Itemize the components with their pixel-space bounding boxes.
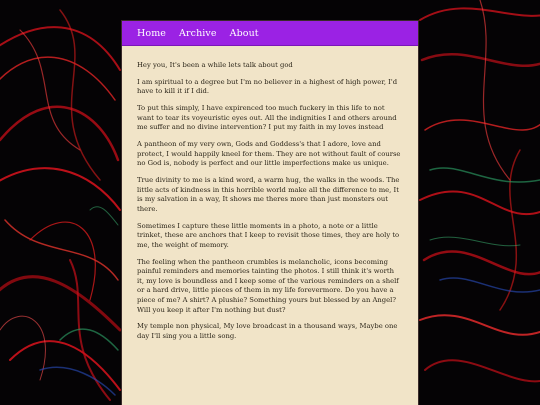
post-paragraph: The feeling when the pantheon crumbles is melancholic, icons becoming painful reminders and memories tainting the photos. I still think it's worth it, my love is boundless and I keep some of the various reminders on a shelf or a hard drive, little pieces of them in my life forevermore. Do you have a piece of me? A shirt? A plushie? Something yours but blessed by an Angel? Will you keep it after I'm nothing but dust?: [137, 257, 399, 314]
nav-home-link[interactable]: Home: [137, 27, 167, 39]
top-navigation: [122, 21, 418, 46]
post-paragraph: Sometimes I capture these little moments in a photo, a note or a little trinket, these are anchors that I keep to revisit those times, they are holy to me, the weight of memory.: [137, 221, 400, 249]
post-paragraph: A pantheon of my very own, Gods and Goddess's that I adore, love and protect, I would happily kneel for them. They are not without fault of course no God is, nobody is perfect and our little imperfections make us unique.: [137, 140, 401, 168]
post-paragraph: To put this simply, I have expirenced too much fuckery in this life to not want to tear its voyeuristic eyes out. All the indignities I and others around me suffer and no divine intervention? I put my faith in my loves instead: [137, 104, 397, 132]
post-body: [122, 46, 418, 342]
post-paragraph: Hey you, It's been a while lets talk about god: [137, 61, 293, 69]
post-paragraph: My temple non physical, My love broadcast in a thousand ways, Maybe one day I'll sing you a little song.: [137, 322, 398, 340]
post-paragraph: I am spiritual to a degree but I'm no believer in a highest of high power, I'd have to kill it if I did.: [137, 77, 398, 96]
blog-page: [122, 21, 418, 405]
nav-archive-link[interactable]: Archive: [179, 27, 217, 39]
nav-about-link[interactable]: About: [229, 27, 259, 39]
post-paragraph: True divinity to me is a kind word, a warm hug, the walks in the woods. The little acts of kindness in this horrible world make all the difference to me, It is my salvation in a way, It shows me theres more than just monsters out there.: [137, 176, 400, 213]
